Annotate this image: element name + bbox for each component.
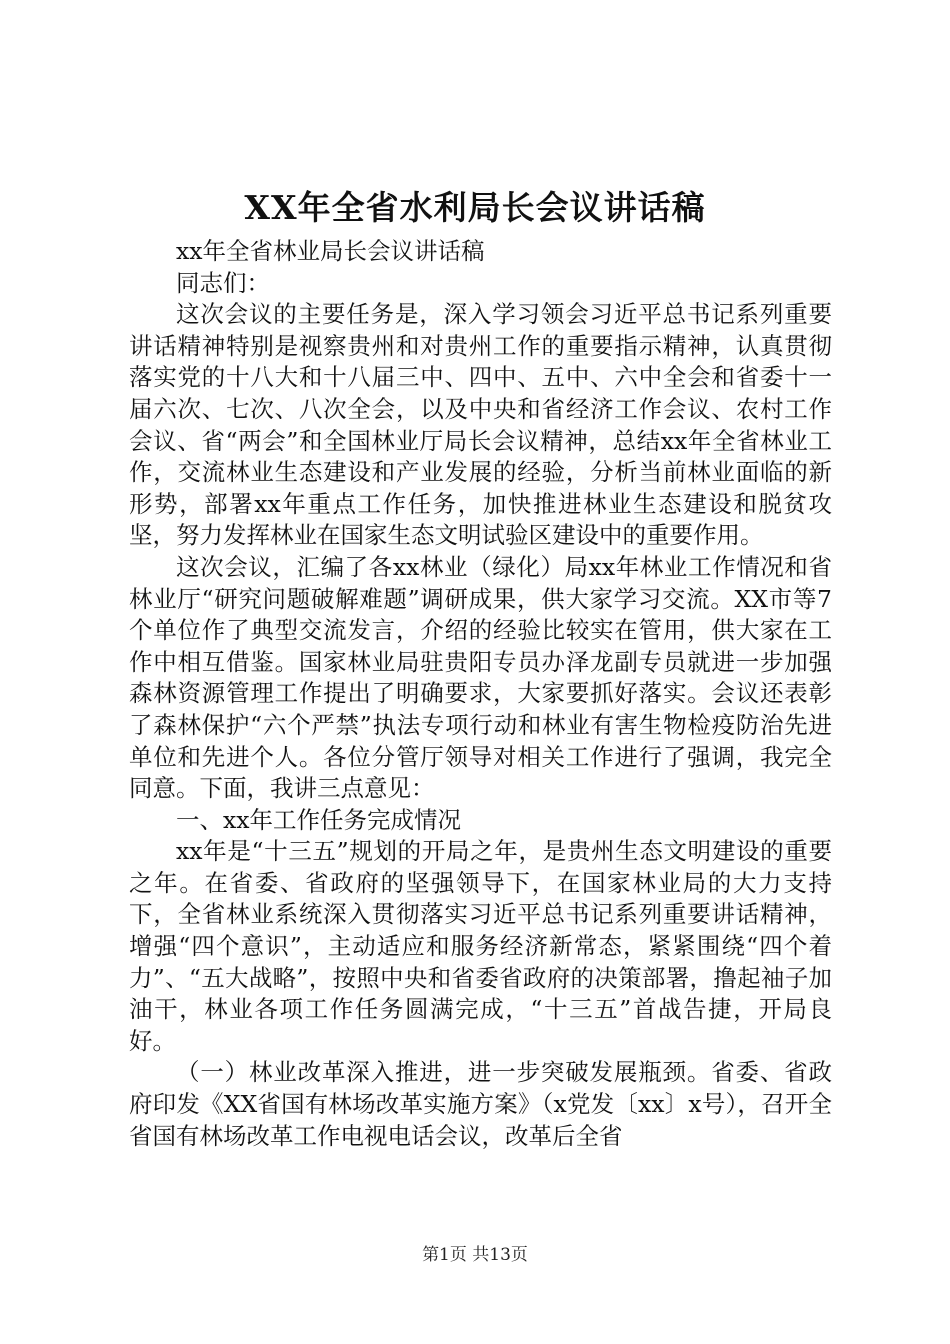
subtitle-paragraph: xx年全省林业局长会议讲话稿 xyxy=(176,237,485,265)
document-body xyxy=(129,236,832,1152)
body-paragraph: 这次会议，汇编了各xx林业（绿化）局xx年林业工作情况和省林业厅“研究问题破解难题”调研成果，供大家学习交流。XX市等7个单位作了典型交流发言，介绍的经验比较实在管用，供大家在工作中相互借鉴。国家林业局驻贵阳专员办泽龙副专员就进一步加强森林资源管理工作提出了明确要求，大家要抓好落实。会议还表彰了森林保护“六个严禁”执法专项行动和林业有害生物检疫防治先进单位和先进个人。各位分管厅领导对相关工作进行了强调，我完全同意。下面，我讲三点意见： xyxy=(129,552,832,803)
body-paragraph: xx年是“十三五”规划的开局之年，是贵州生态文明建设的重要之年。在省委、省政府的坚强领导下，在国家林业局的大力支持下，全省林业系统深入贯彻落实习近平总书记系列重要讲话精神，增强“四个意识”，主动适应和服务经济新常态，紧紧围绕“四个着力”、“五大战略”，按照中央和省委省政府的决策部署，撸起袖子加油干，林业各项工作任务圆满完成，“十三五”首战告捷，开局良好。 xyxy=(129,837,832,1055)
body-paragraph: 这次会议的主要任务是，深入学习领会习近平总书记系列重要讲话精神特别是视察贵州和对贵州工作的重要指示精神，认真贯彻落实党的十八大和十八届三中、四中、五中、六中全会和省委十一届六次、七次、八次全会，以及中央和省经济工作会议、农村工作会议、省“两会”和全国林业厅局长会议精神，总结xx年全省林业工作，交流林业生态建设和产业发展的经验，分析当前林业面临的新形势，部署xx年重点工作任务，加快推进林业生态建设和脱贫攻坚，努力发挥林业在国家生态文明试验区建设中的重要作用。 xyxy=(129,300,832,550)
page-number-footer: 第1页 共13页 xyxy=(422,1245,528,1265)
section-heading: 一、xx年工作任务完成情况 xyxy=(176,805,462,834)
body-paragraph: （一）林业改革深入推进，进一步突破发展瓶颈。省委、省政府印发《XX省国有林场改革实施方案》（x党发〔xx〕x号），召开全省国有林场改革工作电视电话会议，改革后全省 xyxy=(129,1058,832,1150)
salutation-paragraph: 同志们： xyxy=(176,268,270,297)
document-title: XX年全省水利局长会议讲话稿 xyxy=(244,188,706,227)
